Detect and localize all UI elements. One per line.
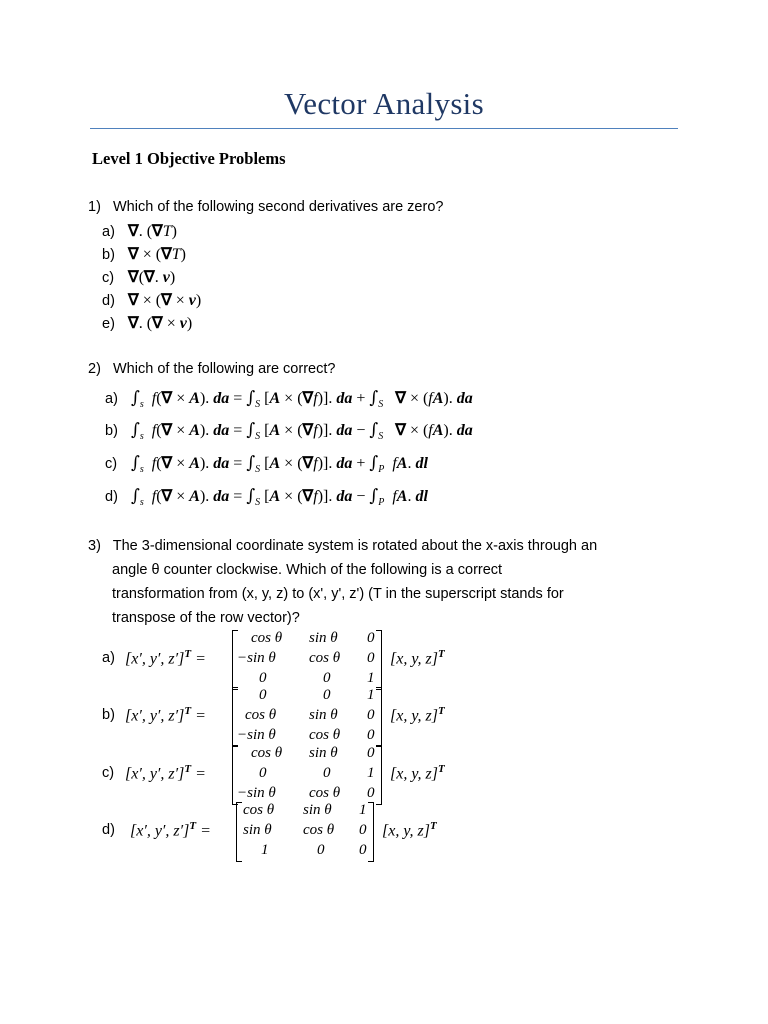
option-label: b)	[102, 707, 115, 723]
question-text: Which of the following are correct?	[113, 361, 336, 377]
matrix-cell: 1	[367, 670, 375, 686]
matrix-cell: cos θ	[309, 727, 341, 743]
option-expression: $\int_s$ f(∇ × A). da = $\int_S$ [A × (∇f)]. da − $\int_P$ fA. dl	[131, 486, 428, 509]
option-expression: ∇(∇. v)	[128, 269, 176, 286]
matrix-cell: 0	[323, 765, 331, 781]
option-expression: ∇ × (∇T)	[128, 246, 186, 263]
q2-option-b	[105, 420, 473, 442]
option-expression: $\int_s$ f(∇ × A). da = $\int_S$ [A × (∇f)]. da + $\int_S$ ∇ × (fA). da	[131, 388, 473, 411]
matrix-cell: 0	[367, 727, 375, 743]
question-text-line: angle θ counter clockwise. Which of the following is a correct	[112, 562, 503, 578]
matrix-cell: 0	[367, 630, 375, 646]
question-text-line: transpose of the row vector)?	[112, 610, 300, 626]
question-text-line: transformation from (x, y, z) to (x', y', z') (T in the superscript stands for	[112, 586, 564, 602]
matrix-cell: 0	[359, 842, 367, 858]
matrix-cell: 0	[359, 822, 367, 838]
matrix-a	[232, 630, 382, 690]
matrix-cell: sin θ	[303, 802, 332, 818]
matrix-d	[236, 802, 374, 862]
option-label: a)	[105, 391, 118, 407]
matrix-cell: −sin θ	[237, 650, 276, 666]
matrix-lhs: [x′, y′, z′]$^T$ =	[125, 705, 206, 725]
option-expression: ∇ × (∇ × v)	[128, 292, 202, 309]
matrix-c	[232, 745, 382, 805]
option-label: e)	[102, 316, 115, 332]
matrix-cell: −sin θ	[237, 727, 276, 743]
matrix-cell: sin θ	[309, 745, 338, 761]
matrix-cell: cos θ	[243, 802, 275, 818]
matrix-cell: −sin θ	[237, 785, 276, 801]
q1-option-c	[102, 267, 175, 287]
q1-option-a	[102, 221, 177, 241]
question-number: 3)	[88, 538, 101, 554]
option-label: d)	[102, 822, 115, 838]
option-expression: ∇. (∇ × v)	[128, 315, 193, 332]
q2-option-a	[105, 388, 473, 410]
option-label: a)	[102, 224, 115, 240]
matrix-cell: 0	[367, 785, 375, 801]
matrix-rhs: [x, y, z]$^T$	[390, 705, 445, 725]
section-heading: Level 1 Objective Problems	[92, 149, 286, 168]
matrix-cell: sin θ	[309, 630, 338, 646]
question-number: 2)	[88, 361, 101, 377]
matrix-cell: cos θ	[309, 785, 341, 801]
title-rule	[90, 128, 678, 129]
question-3	[88, 534, 597, 558]
q2-option-d	[105, 486, 428, 508]
matrix-cell: sin θ	[243, 822, 272, 838]
question-1	[88, 195, 443, 219]
option-label: b)	[105, 423, 118, 439]
matrix-rhs: [x, y, z]$^T$	[390, 763, 445, 783]
option-label: d)	[105, 489, 118, 505]
matrix-cell: 0	[323, 670, 331, 686]
matrix-cell: 0	[323, 687, 331, 703]
question-text-line: The 3-dimensional coordinate system is rotated about the x-axis through an	[112, 538, 598, 554]
matrix-cell: cos θ	[245, 707, 277, 723]
question-2	[88, 357, 335, 381]
option-label: a)	[102, 650, 115, 666]
matrix-cell: 1	[261, 842, 269, 858]
matrix-cell: cos θ	[251, 630, 283, 646]
matrix-b	[232, 687, 382, 747]
matrix-cell: 1	[367, 687, 375, 703]
matrix-cell: 0	[259, 670, 267, 686]
option-label: c)	[102, 270, 115, 286]
matrix-cell: 0	[259, 687, 267, 703]
matrix-cell: 1	[367, 765, 375, 781]
option-label: c)	[102, 765, 115, 781]
option-expression: ∇. (∇T)	[128, 223, 177, 240]
q2-option-c	[105, 453, 428, 475]
matrix-lhs: [x′, y′, z′]$^T$ =	[125, 763, 206, 783]
option-label: d)	[102, 293, 115, 309]
q1-option-d	[102, 290, 201, 310]
matrix-cell: 0	[367, 745, 375, 761]
matrix-cell: 0	[259, 765, 267, 781]
page-title: Vector Analysis	[284, 86, 484, 121]
matrix-cell: 0	[317, 842, 325, 858]
matrix-rhs: [x, y, z]$^T$	[390, 648, 445, 668]
matrix-cell: sin θ	[309, 707, 338, 723]
option-expression: $\int_s$ f(∇ × A). da = $\int_S$ [A × (∇f)]. da + $\int_P$ fA. dl	[131, 453, 428, 476]
matrix-cell: cos θ	[251, 745, 283, 761]
matrix-rhs: [x, y, z]$^T$	[382, 820, 437, 840]
matrix-cell: cos θ	[309, 650, 341, 666]
matrix-cell: 1	[359, 802, 367, 818]
option-label: c)	[105, 456, 118, 472]
matrix-cell: 0	[367, 707, 375, 723]
option-label: b)	[102, 247, 115, 263]
matrix-cell: cos θ	[303, 822, 335, 838]
matrix-lhs: [x′, y′, z′]$^T$ =	[125, 648, 206, 668]
matrix-lhs: [x′, y′, z′]$^T$ =	[130, 820, 211, 840]
option-expression: $\int_s$ f(∇ × A). da = $\int_S$ [A × (∇f)]. da − $\int_S$ ∇ × (fA). da	[131, 420, 473, 443]
question-text: Which of the following second derivatives are zero?	[113, 199, 444, 215]
q1-option-b	[102, 244, 186, 264]
matrix-cell: 0	[367, 650, 375, 666]
question-number: 1)	[88, 199, 101, 215]
q1-option-e	[102, 313, 192, 333]
